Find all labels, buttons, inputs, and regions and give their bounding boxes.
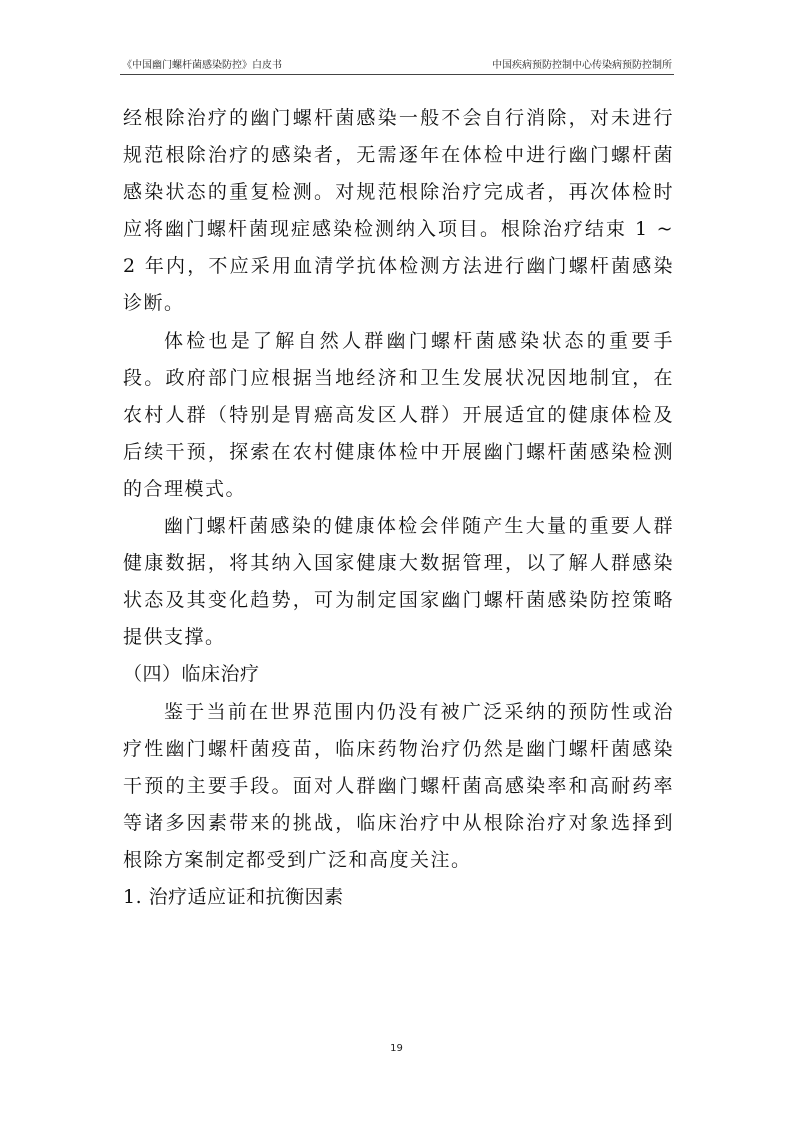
page-header: [122, 56, 672, 72]
document-title: 《中国幽门螺杆菌感染防控》白皮书: [122, 60, 282, 71]
section-heading: （四）临床治疗: [123, 663, 260, 686]
organization-name: 中国疾病预防控制中心传染病预防控制所: [492, 60, 672, 71]
paragraph: 体检也是了解自然人群幽门螺杆菌感染状态的重要手段。政府部门应根据当地经济和卫生发展状况因地制宜，在农村人群（特别是胃癌高发区人群）开展适宜的健康体检及后续干预，探索在农村健康体检中开展幽门螺杆菌感染检测的合理模式。: [123, 329, 674, 500]
paragraph: 幽门螺杆菌感染的健康体检会伴随产生大量的重要人群健康数据，将其纳入国家健康大数据管理，以了解人群感染状态及其变化趋势，可为制定国家幽门螺杆菌感染防控策略提供支撑。: [123, 515, 674, 649]
subsection-heading: 1. 治疗适应证和抗衡因素: [123, 885, 344, 908]
page-body: [123, 100, 674, 916]
paragraph: 鉴于当前在世界范围内仍没有被广泛采纳的预防性或治疗性幽门螺杆菌疫苗，临床药物治疗仍然是幽门螺杆菌感染干预的主要手段。面对人群幽门螺杆菌高感染率和高耐药率等诸多因素带来的挑战，临床治疗中从根除治疗对象选择到根除方案制定都受到广泛和高度关注。: [123, 700, 674, 871]
header-rule: [120, 74, 674, 75]
paragraph-continued: 经根除治疗的幽门螺杆菌感染一般不会自行消除，对未进行规范根除治疗的感染者，无需逐年在体检中进行幽门螺杆菌感染状态的重复检测。对规范根除治疗完成者，再次体检时应将幽门螺杆菌现症感染检测纳入项目。根除治疗结束 1 ~ 2 年内，不应采用血清学抗体检测方法进行幽门螺杆菌感染诊断。: [123, 107, 674, 315]
page-number: 19: [390, 1043, 403, 1054]
